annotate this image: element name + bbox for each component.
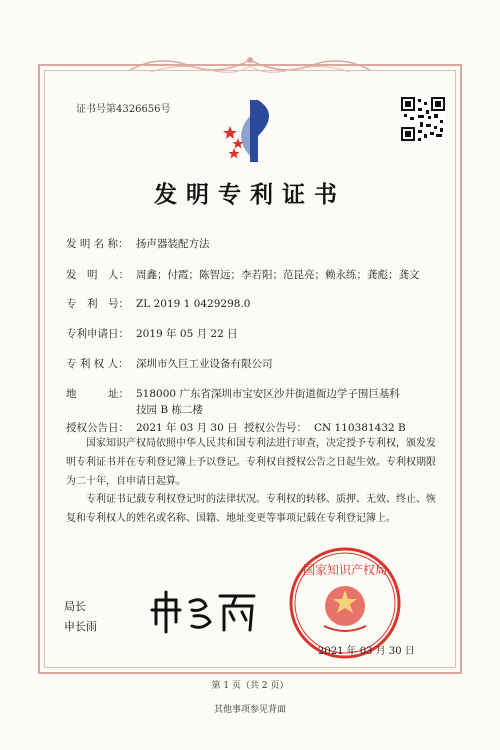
seal-date: 2021 年 03 月 30 日 [318,646,415,657]
top-ornament [120,52,380,78]
grant-row [66,420,406,435]
certificate-number: 证书号第4326656号 [76,104,171,115]
inventors-row [66,267,420,282]
inventors-label: 发 明 人： [66,269,129,281]
grant-no: CN 110381432 B [314,422,406,434]
filing-date: 2019 年 05 月 22 日 [136,328,238,340]
page-indicator: 第 1 页（共 2 页） [211,681,289,691]
patentee: 深圳市久巨工业设备有限公司 [136,358,273,370]
patent-no-row [66,296,250,311]
legal-status-note: 专利证书记载专利权登记时的法律状况。专利权的转移、质押、无效、终止、恢复和专利权人的姓名或名称、国籍、地址变更等事项记载在专利登记簿上。 [66,494,436,524]
grant-statement: 国家知识产权局依照中华人民共和国专利法进行审查，决定授予专利权，颁发发明专利证书并在专利登记簿上予以登记。专利权自授权公告之日起生效。专利权期限为二十年，自申请日起算。 [66,438,436,487]
patent-no: ZL 2019 1 0429298.0 [136,298,251,310]
seal-text: 国家知识产权局 [302,563,388,577]
invention-name-label: 发 明 名 称： [66,238,129,250]
patentee-label: 专 利 权 人： [66,358,129,370]
grant-date: 2021 年 03 月 30 日 [136,422,238,434]
grant-no-label: 授权公告号： [244,422,307,434]
filing-date-row [66,326,238,341]
inventors: 周鑫；付霞；陈智远；李若阳；范昆亮；赖永练；龚彪；龚文 [136,269,420,281]
grant-date-label: 授权公告日： [66,422,129,434]
filing-date-label: 专利申请日： [66,328,129,340]
handwritten-signature-icon [150,588,260,634]
address-line-2: 技园 B 栋二楼 [136,404,203,416]
address-label: 地 址： [66,388,129,400]
address-line-1: 518000 广东省深圳市宝安区沙井街道衙边学子围巨基科 [136,388,400,400]
address-row [66,386,400,401]
patentee-row [66,356,273,371]
invention-name-row [66,236,210,251]
patent-no-label: 专 利 号： [66,298,129,310]
signatory-role: 局长 [64,600,86,613]
signatory-name: 申长雨 [64,620,97,633]
cnipa-logo-icon [222,96,282,166]
certificate-title: 发明专利证书 [154,181,346,208]
qr-code-icon [400,96,446,142]
invention-name: 扬声器装配方法 [136,238,210,250]
back-page-note: 其他事项参见背面 [213,705,286,715]
